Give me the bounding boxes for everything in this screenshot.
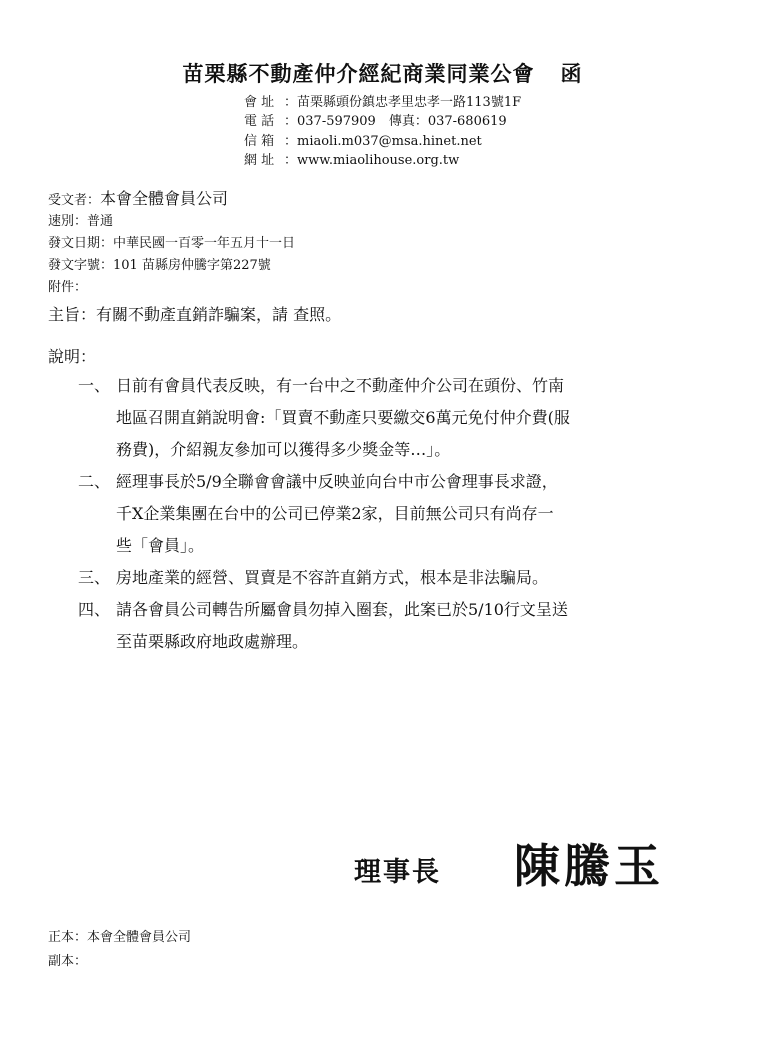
- original-recipient-line: 正本：本會全體會員公司: [48, 930, 192, 945]
- item-line: 務費)，介紹親友參加可以獲得多少獎金等…」。: [116, 440, 451, 459]
- explanation-item: [78, 370, 718, 466]
- explanation-item: [78, 562, 718, 594]
- contact-email: [244, 133, 482, 151]
- contact-address: [244, 94, 521, 112]
- recipient-label: 受文者：: [48, 193, 101, 208]
- contact-value: ：苗栗縣頭份鎮忠孝里忠孝一路113號1F: [284, 95, 522, 110]
- item-number: 三、: [78, 568, 111, 587]
- document-title: [0, 58, 765, 88]
- recipient-value: 本會全體會員公司: [100, 189, 229, 208]
- doc-number-line: 發文字號：101 苗縣房仲騰字第227號: [48, 258, 271, 273]
- item-text: [116, 466, 716, 562]
- item-line: 請各會員公司轉告所屬會員勿掉入圈套，此案已於5/10行文呈送: [116, 600, 568, 619]
- item-number: 四、: [78, 600, 111, 619]
- explanation-heading: 說明：: [48, 347, 97, 366]
- letter-type: 函: [560, 61, 583, 86]
- item-number: 二、: [78, 472, 111, 491]
- explanation-item: [78, 594, 718, 658]
- copy-recipient-line: 副本：: [48, 954, 88, 969]
- item-line: 至苗栗縣政府地政處辦理。: [116, 632, 309, 651]
- item-line: 房地產業的經營、買賣是不容許直銷方式，根本是非法騙局。: [116, 568, 549, 587]
- contact-label: 會 址: [244, 95, 275, 110]
- attachment-line: 附件：: [48, 280, 88, 295]
- contact-label: 信 箱: [244, 134, 275, 149]
- signatory-name: 陳騰玉: [514, 839, 664, 893]
- item-line: 日前有會員代表反映，有一台中之不動產仲介公司在頭份、竹南: [116, 376, 565, 395]
- item-number: 一、: [78, 376, 111, 395]
- speed-line: 速別：普通: [48, 214, 114, 229]
- contact-label: 網 址: [244, 153, 275, 168]
- contact-value: ：037-597909 傳真：037-680619: [284, 114, 507, 129]
- contact-value: ：miaoli.m037@msa.hinet.net: [284, 134, 482, 149]
- recipient-line: [48, 186, 228, 209]
- item-line: 些「會員」。: [116, 536, 205, 555]
- item-text: [116, 562, 716, 594]
- item-line: 千X企業集團在台中的公司已停業2家，目前無公司只有尚存一: [116, 504, 554, 523]
- contact-phone: [244, 113, 507, 131]
- subject-line: 主旨：有關不動產直銷詐騙案，請 查照。: [48, 305, 342, 324]
- contact-website: [244, 152, 459, 170]
- item-text: [116, 370, 716, 466]
- item-line: 地區召開直銷說明會:「買賣不動產只要繳交6萬元免付仲介費(服: [116, 408, 570, 427]
- association-name: 苗栗縣不動產仲介經紀商業同業公會: [182, 61, 535, 86]
- date-line: 發文日期：中華民國一百零一年五月十一日: [48, 236, 296, 251]
- contact-label: 電 話: [244, 114, 275, 129]
- explanation-list: [78, 370, 718, 658]
- explanation-item: [78, 466, 718, 562]
- contact-value: ：www.miaolihouse.org.tw: [284, 153, 460, 168]
- item-line: 經理事長於5/9全聯會會議中反映並向台中市公會理事長求證，: [116, 472, 558, 491]
- item-text: [116, 594, 716, 658]
- signatory-title: 理事長: [354, 857, 441, 888]
